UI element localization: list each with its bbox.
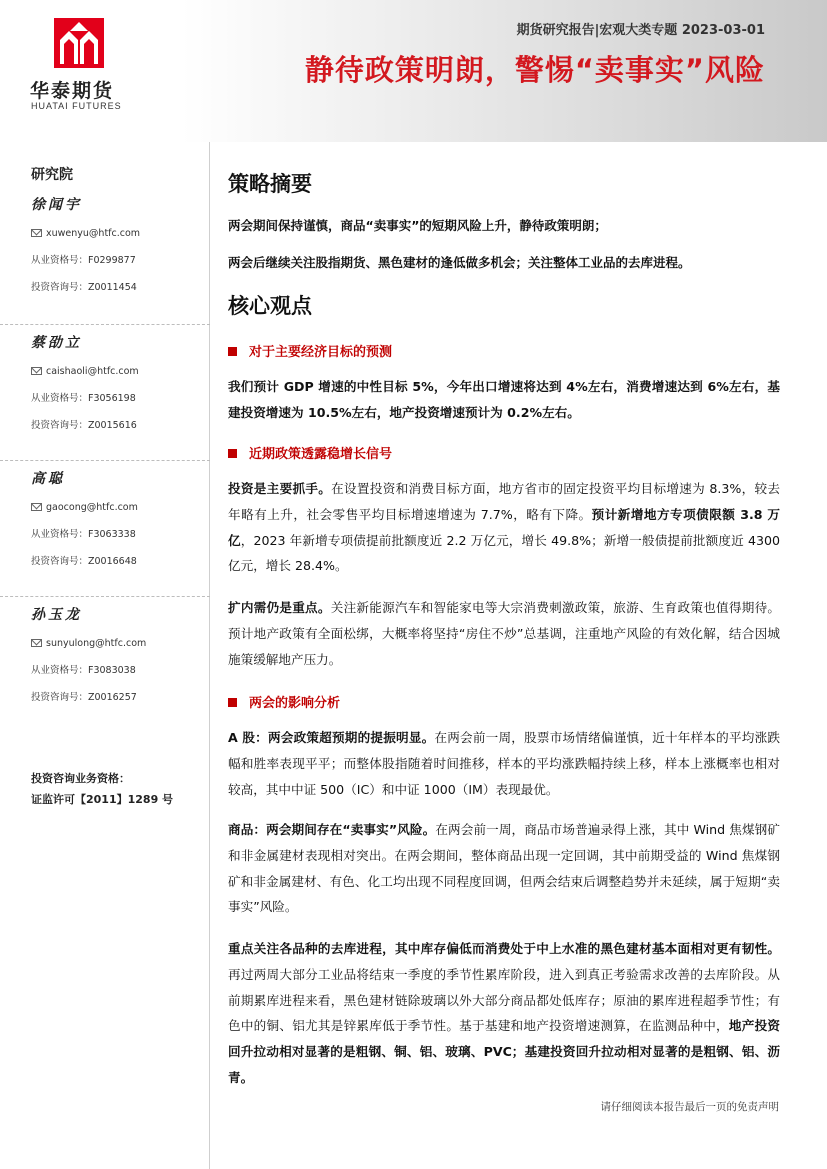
report-category-date: 期货研究报告|宏观大类专题 2023-03-01 <box>516 23 765 38</box>
section-heading <box>228 692 340 711</box>
mail-icon <box>31 503 42 511</box>
domestic-demand-paragraph <box>228 595 780 672</box>
license-line: 证监许可【2011】1289 号 <box>31 793 174 806</box>
square-bullet-icon <box>228 347 237 356</box>
huatai-logo-icon <box>54 18 104 68</box>
analyst-email[interactable]: xuwenyu@htfc.com <box>46 228 141 239</box>
analyst-name: 高聪 <box>31 471 65 487</box>
para-text: 在设置投资和消费目标方面，地方省市的固定投资平均目标增速为 8.3%，较去年略有上升，社会零售平均目标增速增速为 7.7%，略有下降。 <box>228 481 780 522</box>
a-share-paragraph <box>228 725 780 802</box>
qualification-line: 投资咨询业务资格： <box>31 772 130 785</box>
mail-icon <box>31 229 42 237</box>
para-emphasis: 预计新增地方专项债限额 3.8 万亿 <box>228 506 780 548</box>
para-lead: 重点关注各品种的去库进程，其中库存偏低而消费处于中上水准的黑色建材基本面相对更有韧性。 <box>228 941 780 956</box>
para-lead: 扩内需仍是重点。 <box>228 600 331 615</box>
commodity-paragraph <box>228 817 780 920</box>
analyst-email[interactable]: caishaoli@htfc.com <box>46 366 139 377</box>
square-bullet-icon <box>228 698 237 707</box>
analyst-card <box>31 332 206 439</box>
analyst-card <box>31 604 206 711</box>
analyst-cert: 从业资格号：F3056198 <box>31 393 136 404</box>
mail-icon <box>31 367 42 375</box>
strategy-heading: 策略摘要 <box>228 172 312 196</box>
analyst-divider <box>0 596 210 597</box>
section-heading <box>228 443 392 462</box>
analyst-card <box>31 468 206 575</box>
analyst-consult-id: 投资咨询号：Z0015616 <box>31 420 137 431</box>
analyst-email-row[interactable] <box>31 220 206 247</box>
analyst-consult-id: 投资咨询号：Z0016648 <box>31 556 137 567</box>
core-views-heading: 核心观点 <box>228 294 312 318</box>
para-text: 在两会前一周，股票市场情绪偏谨慎，近十年样本的平均涨跌幅和胜率表现平平；而整体股指随着时间推移，样本的平均涨跌幅持续上移，样本上涨概率也相对较高，其中中证 500（IC）和中证 1000（IM）表现最优。 <box>228 730 780 797</box>
analyst-name: 孙玉龙 <box>31 607 82 623</box>
qualification-notice <box>31 768 173 810</box>
analyst-consult-id: 投资咨询号：Z0016257 <box>31 692 137 703</box>
analyst-divider <box>0 324 210 325</box>
logo-text-cn: 华泰期货 <box>30 80 115 102</box>
analyst-email-row[interactable] <box>31 358 206 385</box>
section-title: 对于主要经济目标的预测 <box>249 345 393 360</box>
sidebar <box>0 142 210 1169</box>
para-lead: 商品：两会期间存在“卖事实”风险。 <box>228 822 436 837</box>
analyst-email[interactable]: gaocong@htfc.com <box>46 502 138 513</box>
para-text: 再过两周大部分工业品将结束一季度的季节性累库阶段，进入到真正考验需求改善的去库阶段。从前期累库进程来看，黑色建材链除玻璃以外大部分商品都处低库存；原油的累库进程超季节性；有色中的铜、铝尤其是锌累库低于季节性。基于基建和地产投资增速测算，在监测品种中， <box>228 966 780 1034</box>
analyst-divider <box>0 460 210 461</box>
summary-line: 两会后继续关注股指期货、黑色建材的逢低做多机会；关注整体工业品的去库进程。 <box>228 255 691 270</box>
analyst-cert: 从业资格号：F0299877 <box>31 255 136 266</box>
summary-line: 两会期间保持谨慎，商品“卖事实”的短期风险上升，静待政策明朗； <box>228 218 607 233</box>
destocking-paragraph <box>228 936 780 1091</box>
para-text: 关注新能源汽车和智能家电等大宗消费刺激政策，旅游、生育政策也值得期待。预计地产政策有全面松绑，大概率将坚持“房住不炒”总基调，注重地产风险的有效化解，结合因城施策缓解地产压力。 <box>228 600 781 667</box>
disclaimer-note: 请仔细阅读本报告最后一页的免责声明 <box>600 1101 779 1113</box>
mail-icon <box>31 639 42 647</box>
para-lead: A 股：两会政策超预期的提振明显。 <box>228 730 435 745</box>
report-title: 静待政策明朗，警惕“卖事实”风险 <box>304 53 765 87</box>
logo-text-en: HUATAI FUTURES <box>31 101 122 111</box>
para-emphasis: 地产投资回升拉动相对显著的是粗钢、铜、铝、玻璃、PVC；基建投资回升拉动相对显著的是粗钢、铝、沥青。 <box>228 1018 781 1085</box>
section-heading <box>228 341 392 360</box>
para-text: ，2023 年新增专项债提前批额度近 2.2 万亿元，增长 49.8%；新增一般债提前批额度近 4300 亿元，增长 28.4%。 <box>228 532 781 574</box>
research-dept-label: 研究院 <box>31 167 73 183</box>
analyst-email-row[interactable] <box>31 494 206 521</box>
analyst-cert: 从业资格号：F3063338 <box>31 529 136 540</box>
para-lead: 投资是主要抓手。 <box>228 481 332 496</box>
report-header <box>0 0 827 142</box>
company-logo <box>30 12 140 116</box>
para-text: 在两会前一周，商品市场普遍录得上涨，其中 Wind 焦煤钢矿和非金属建材表现相对突出。在两会期间，整体商品出现一定回调，其中前期受益的 Wind 焦煤钢矿和非金属建材、有色、化工均出现不同程度回调，但两会结束后调整趋势并未延续，属于短期“卖事实”风险。 <box>228 822 780 915</box>
analyst-name: 徐闻宇 <box>31 197 82 213</box>
square-bullet-icon <box>228 449 237 458</box>
section-title: 近期政策透露稳增长信号 <box>249 447 393 462</box>
analyst-email-row[interactable] <box>31 630 206 657</box>
analyst-card <box>31 194 206 301</box>
forecast-text: 我们预计 GDP 增速的中性目标 5%，今年出口增速将达到 4%左右，消费增速达到 6%左右，基建投资增速为 10.5%左右，地产投资增速预计为 0.2%左右。 <box>228 379 780 420</box>
analyst-name: 蔡劭立 <box>31 335 82 351</box>
analyst-consult-id: 投资咨询号：Z0011454 <box>31 282 137 293</box>
analyst-cert: 从业资格号：F3083038 <box>31 665 136 676</box>
analyst-email[interactable]: sunyulong@htfc.com <box>46 638 147 649</box>
section-title: 两会的影响分析 <box>249 696 341 711</box>
investment-paragraph <box>228 476 780 579</box>
forecast-paragraph <box>228 374 780 426</box>
